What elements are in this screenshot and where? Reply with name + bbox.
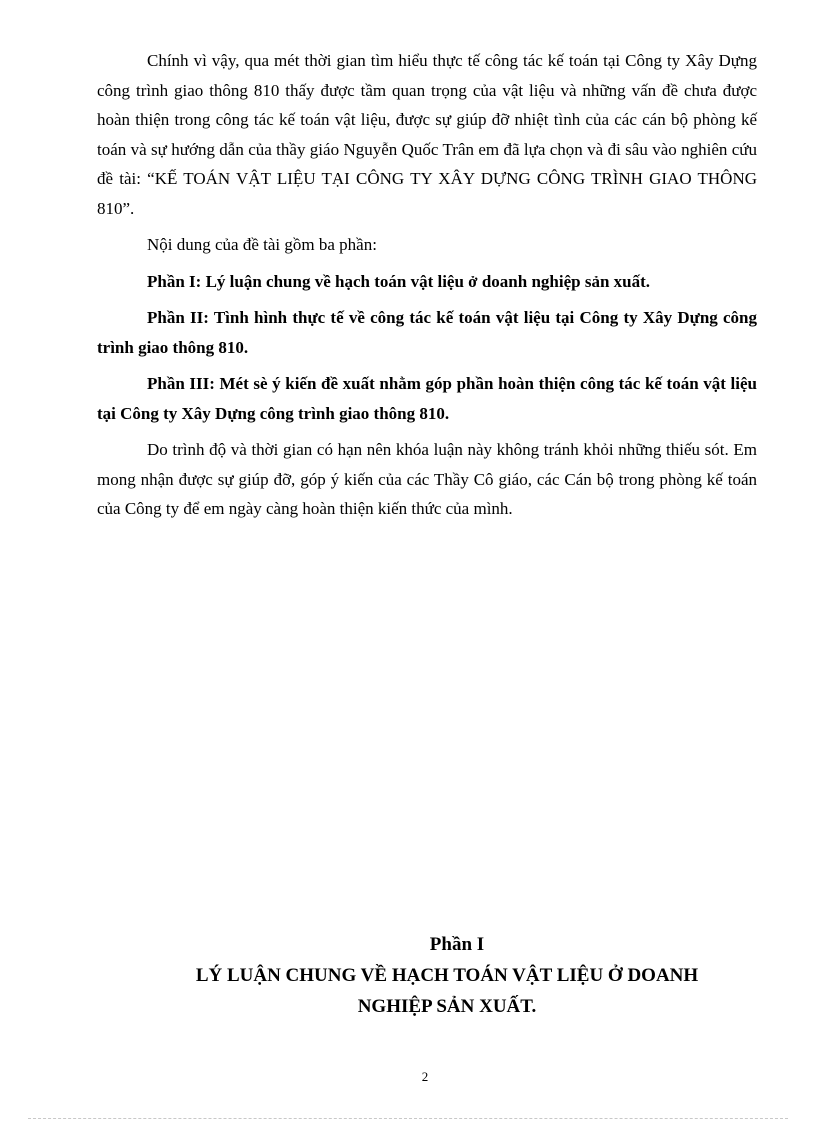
- section-part-label: Phần I: [429, 934, 485, 955]
- part-1-paragraph: Phần I: Lý luận chung về hạch toán vật liệu ở doanh nghiệp sản xuất.: [147, 271, 651, 291]
- part-3-paragraph: Phần III: Mét sè ý kiến đề xuất nhằm góp phần hoàn thiện công tác kế toán vật liệu tại Công ty Xây Dựng công trình giao thông 810.: [97, 374, 757, 423]
- page-number: 2: [421, 1069, 429, 1084]
- content-intro-paragraph: Nội dung của đề tài gồm ba phần:: [147, 235, 377, 254]
- section-heading: [97, 929, 757, 1022]
- intro-paragraph: Chính vì vậy, qua mét thời gian tìm hiểu thực tế công tác kế toán tại Công ty Xây Dựng công trình giao thông 810 thấy được tầm quan trọng của vật liệu và những vấn đề chưa được hoàn thiện trong công tác kế toán vật liệu, được sự giúp đỡ nhiệt tình của các cán bộ phòng kế toán và sự hướng dẫn của thầy giáo Nguyễn Quốc Trân em đã lựa chọn và đi sâu vào nghiên cứu đề tài: “KẾ TOÁN VẬT LIỆU TẠI CÔNG TY XÂY DỰNG CÔNG TRÌNH GIAO THÔNG 810”.: [97, 51, 757, 218]
- section-title-line-1: LÝ LUẬN CHUNG VỀ HẠCH TOÁN VẬT LIỆU Ở DOANH: [195, 965, 699, 986]
- part-2-paragraph: Phần II: Tình hình thực tế về công tác kế toán vật liệu tại Công ty Xây Dựng công trình giao thông 810.: [97, 308, 757, 357]
- page-bottom-divider: [28, 1118, 788, 1119]
- body-text: [97, 46, 757, 531]
- section-title-line-2: NGHIỆP SẢN XUẤT.: [357, 996, 537, 1017]
- closing-paragraph: Do trình độ và thời gian có hạn nên khóa luận này không tránh khỏi những thiếu sót. Em mong nhận được sự giúp đỡ, góp ý kiến của các Thầy Cô giáo, các Cán bộ trong phòng kế toán của Công ty để em ngày càng hoàn thiện kiến thức của mình.: [97, 440, 757, 518]
